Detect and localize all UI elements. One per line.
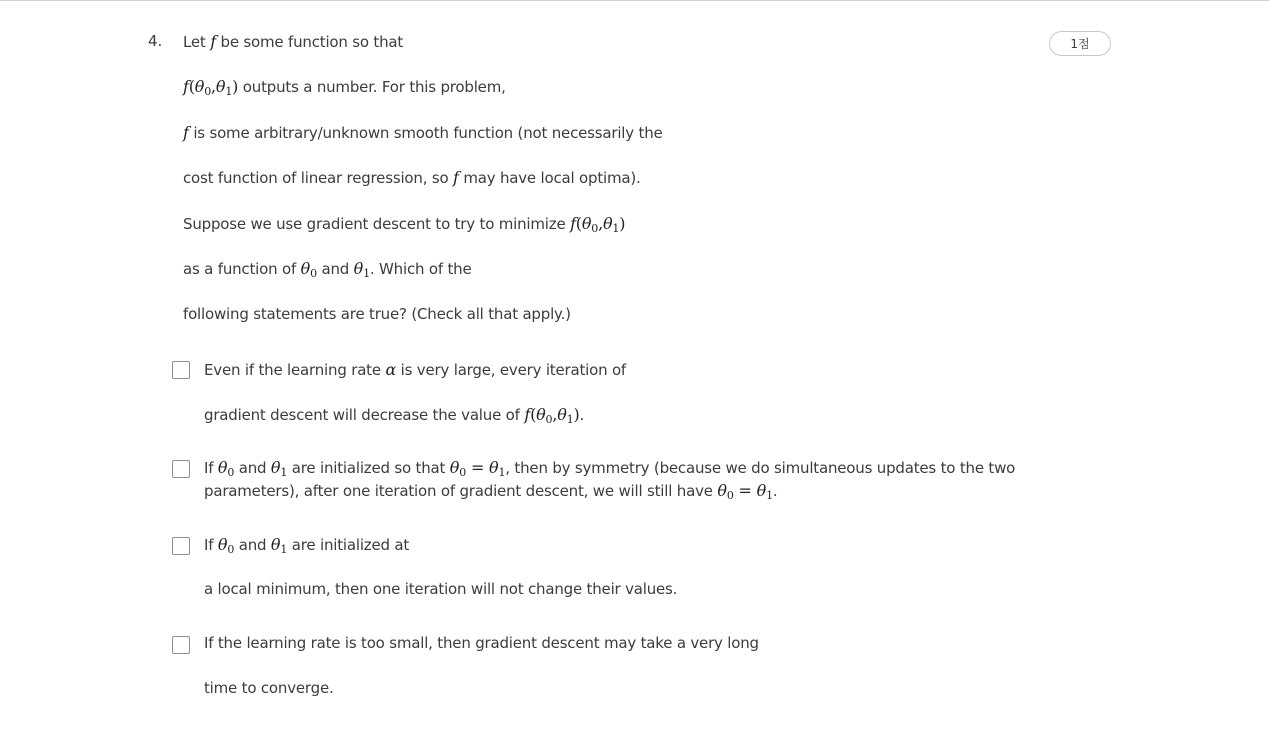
math-f: f xyxy=(453,168,459,187)
math-theta-1: $\theta_1$ xyxy=(353,259,370,280)
math-theta-equality: $\theta_0 = \theta_1$ xyxy=(717,481,773,502)
math-theta-1: $\theta_1$ xyxy=(270,458,288,479)
option-4-line-2: time to converge. xyxy=(204,679,334,697)
math-f-theta: $f(\theta_0,\theta_1)$ xyxy=(570,214,626,235)
option-3-line-2: a local minimum, then one iteration will not change their values. xyxy=(204,580,678,598)
option-4-line-1: If the learning rate is too small, then gradient descent may take a very long xyxy=(204,634,759,652)
stem-line-5: Suppose we use gradient descent to try to minimize $f(\theta_0,\theta_1)$ xyxy=(183,214,626,235)
option-2-line-1: If $\theta_0$ and $\theta_1$ are initialized so that $\theta_0 = \theta_1$, then by symmetry (because we do simultaneous updates to the two xyxy=(204,458,1016,479)
option-3-line-1: If $\theta_0$ and $\theta_1$ are initialized at xyxy=(204,535,410,556)
math-f: f xyxy=(183,123,189,142)
stem-line-7: following statements are true? (Check all that apply.) xyxy=(183,305,571,323)
math-f-theta: $f(\theta_0,\theta_1)$ xyxy=(524,405,580,426)
stem-line-6: as a function of $\theta_0$ and $\theta_1$. Which of the xyxy=(183,259,472,280)
option-2-checkbox[interactable] xyxy=(172,460,190,478)
option-1-checkbox[interactable] xyxy=(172,361,190,379)
math-theta-0: $\theta_0$ xyxy=(217,458,235,479)
math-alpha: α xyxy=(385,360,397,379)
option-2-line-2: parameters), after one iteration of gradient descent, we will still have $\theta_0 = \theta_1$. xyxy=(204,481,778,502)
stem-line-1: Let f be some function so that xyxy=(183,32,404,51)
math-theta-0: $\theta_0$ xyxy=(217,535,235,556)
stem-line-2: $f(\theta_0,\theta_1)$ outputs a number. For this problem, xyxy=(183,77,506,98)
option-1-line-1: Even if the learning rate α is very large, every iteration of xyxy=(204,360,627,379)
option-3-checkbox[interactable] xyxy=(172,537,190,555)
math-theta-0: $\theta_0$ xyxy=(300,259,317,280)
option-4-checkbox[interactable] xyxy=(172,636,190,654)
stem-line-4: cost function of linear regression, so f may have local optima). xyxy=(183,168,641,187)
option-1-line-2: gradient descent will decrease the value of $f(\theta_0,\theta_1)$. xyxy=(204,405,585,426)
points-badge: 1점 xyxy=(1049,31,1111,56)
math-f-theta: $f(\theta_0,\theta_1)$ xyxy=(183,77,239,98)
math-theta-equality: $\theta_0 = \theta_1$ xyxy=(449,458,506,479)
math-f: f xyxy=(210,32,216,51)
top-divider xyxy=(0,0,1269,1)
question-number: 4. xyxy=(148,32,163,50)
stem-line-3: f is some arbitrary/unknown smooth function (not necessarily the xyxy=(183,123,663,142)
math-theta-1: $\theta_1$ xyxy=(270,535,288,556)
